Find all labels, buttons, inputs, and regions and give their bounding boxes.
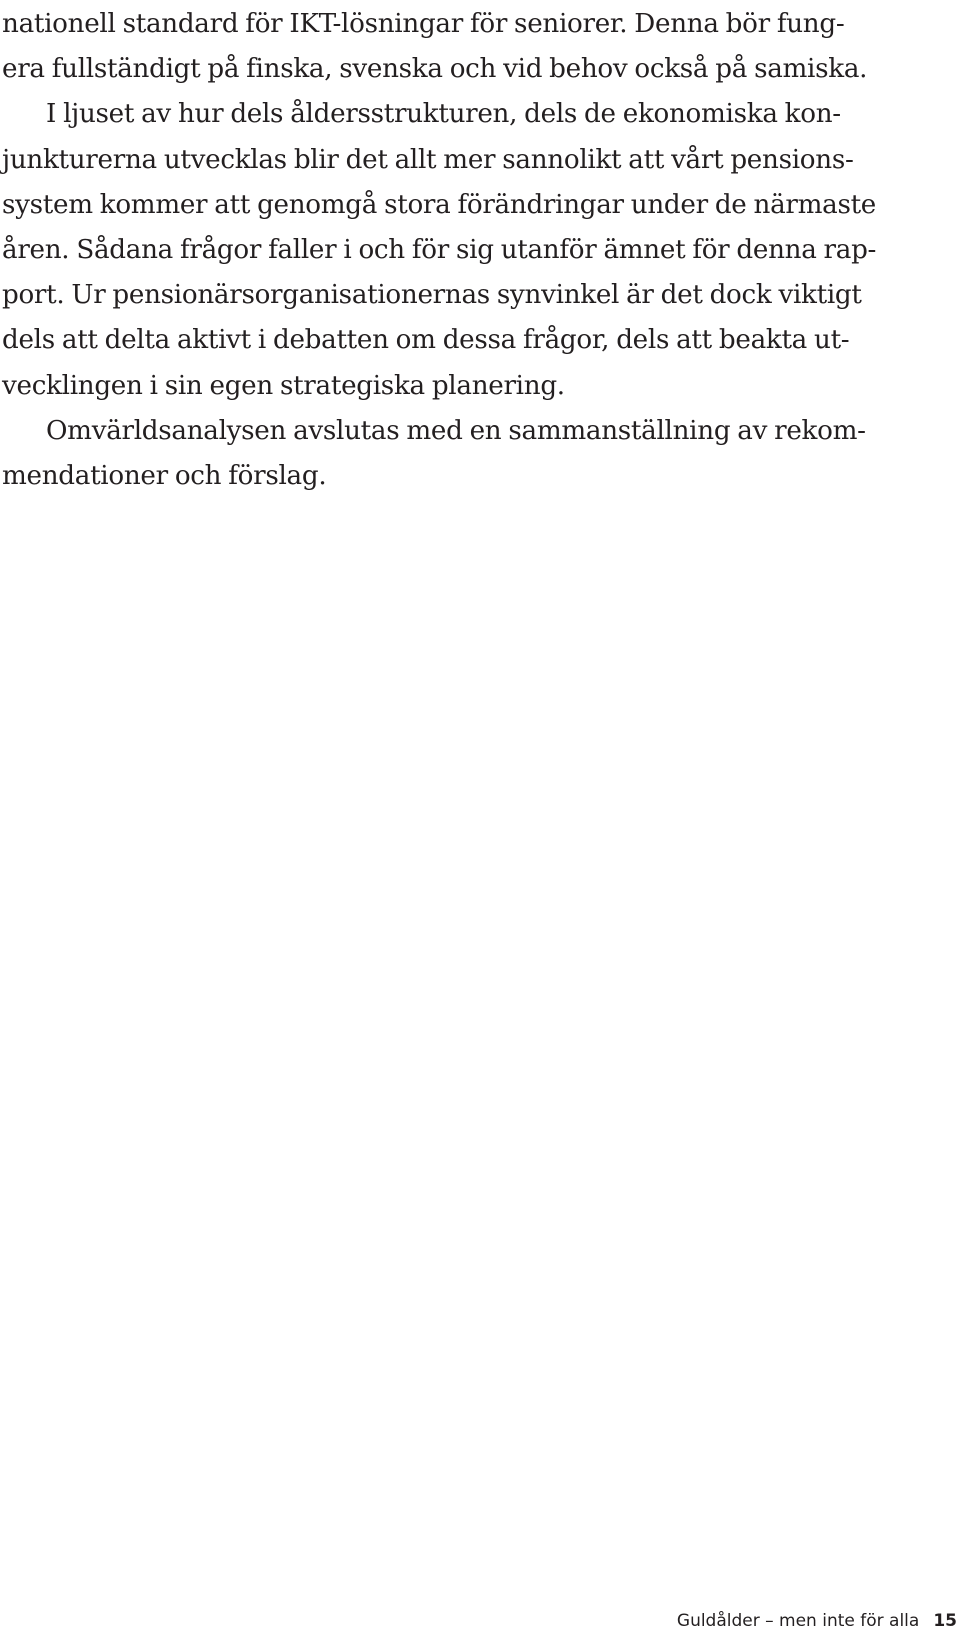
text-line: system kommer att genomgå stora förändringar under de närmaste bbox=[2, 189, 877, 220]
body-text bbox=[2, 2, 960, 499]
page-number: 15 bbox=[933, 1611, 957, 1631]
text-line: åren. Sådana frågor faller i och för sig utanför ämnet för denna rap- bbox=[2, 234, 877, 265]
footer-title: Guldålder – men inte för alla bbox=[676, 1611, 920, 1631]
text-line: era fullständigt på finska, svenska och vid behov också på samiska. bbox=[2, 54, 868, 85]
text-line: nationell standard för IKT-lösningar för seniorer. Denna bör fung- bbox=[2, 9, 845, 39]
paragraph-start-line: I ljuset av hur dels åldersstrukturen, dels de ekonomiska kon- bbox=[46, 99, 841, 130]
text-line: vecklingen i sin egen strategiska planering. bbox=[2, 370, 565, 401]
text-line: mendationer och förslag. bbox=[2, 460, 327, 491]
page-footer bbox=[677, 1611, 957, 1631]
text-line: junkturerna utvecklas blir det allt mer sannolikt att vårt pensions- bbox=[2, 144, 854, 175]
text-line: port. Ur pensionärsorganisationernas synvinkel är det dock viktigt bbox=[2, 280, 862, 311]
text-line: dels att delta aktivt i debatten om dessa frågor, dels att beakta ut- bbox=[2, 325, 850, 356]
paragraph-start-line: Omvärldsanalysen avslutas med en sammanställning av rekom- bbox=[46, 415, 866, 446]
